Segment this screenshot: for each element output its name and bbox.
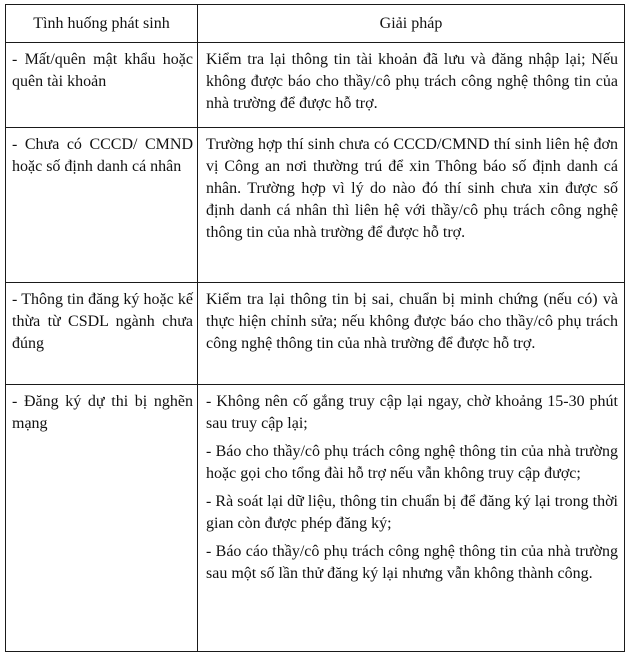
- solution-paragraph: - Không nên cố gắng truy cập lại ngay, chờ khoảng 15-30 phút sau truy cập lại;: [206, 393, 618, 432]
- situation-cell: - Chưa có CCCD/ CMND hoặc số định danh cá nhân: [6, 128, 198, 283]
- table-row: [6, 385, 625, 652]
- table-header-row: [6, 5, 625, 43]
- table-row: [6, 128, 625, 283]
- solution-paragraph: Kiểm tra lại thông tin bị sai, chuẩn bị minh chứng (nếu có) và thực hiện chỉnh sửa; nếu không được báo cho thầy/cô phụ trách công nghệ thông tin của nhà trường để được hỗ trợ.: [206, 291, 618, 352]
- header-situation: Tình huống phát sinh: [6, 5, 198, 43]
- solution-cell: [198, 43, 625, 128]
- header-solution: Giải pháp: [198, 5, 625, 43]
- solution-cell: [198, 128, 625, 283]
- situation-cell: - Thông tin đăng ký hoặc kế thừa từ CSDL ngành chưa đúng: [6, 283, 198, 385]
- solution-paragraph: - Báo cho thầy/cô phụ trách công nghệ thông tin của nhà trường hoặc gọi cho tổng đài hỗ trợ nếu vẫn không truy cập được;: [206, 443, 618, 482]
- table-row: [6, 43, 625, 128]
- troubleshooting-table: [5, 4, 625, 652]
- situation-cell: - Mất/quên mật khẩu hoặc quên tài khoản: [6, 43, 198, 128]
- solution-paragraph: Kiểm tra lại thông tin tài khoản đã lưu và đăng nhập lại; Nếu không được báo cho thầy/cô phụ trách công nghệ thông tin của nhà trường để được hỗ trợ.: [206, 51, 618, 112]
- situation-cell: - Đăng ký dự thi bị nghẽn mạng: [6, 385, 198, 652]
- solution-cell: [198, 283, 625, 385]
- table-row: [6, 283, 625, 385]
- solution-paragraph: - Rà soát lại dữ liệu, thông tin chuẩn bị để đăng ký lại trong thời gian còn được phép đăng ký;: [206, 493, 618, 532]
- solution-cell: [198, 385, 625, 652]
- solution-paragraph: Trường hợp thí sinh chưa có CCCD/CMND thí sinh liên hệ đơn vị Công an nơi thường trú để xin Thông báo số định danh cá nhân. Trường hợp vì lý do nào đó thí sinh chưa xin được số định danh cá nhân thì liên hệ với thầy/cô phụ trách công nghệ thông tin của nhà trường để được hỗ trợ.: [206, 136, 618, 241]
- solution-paragraph: - Báo cáo thầy/cô phụ trách công nghệ thông tin của nhà trường sau một số lần thử đăng ký lại nhưng vẫn không thành công.: [206, 543, 618, 582]
